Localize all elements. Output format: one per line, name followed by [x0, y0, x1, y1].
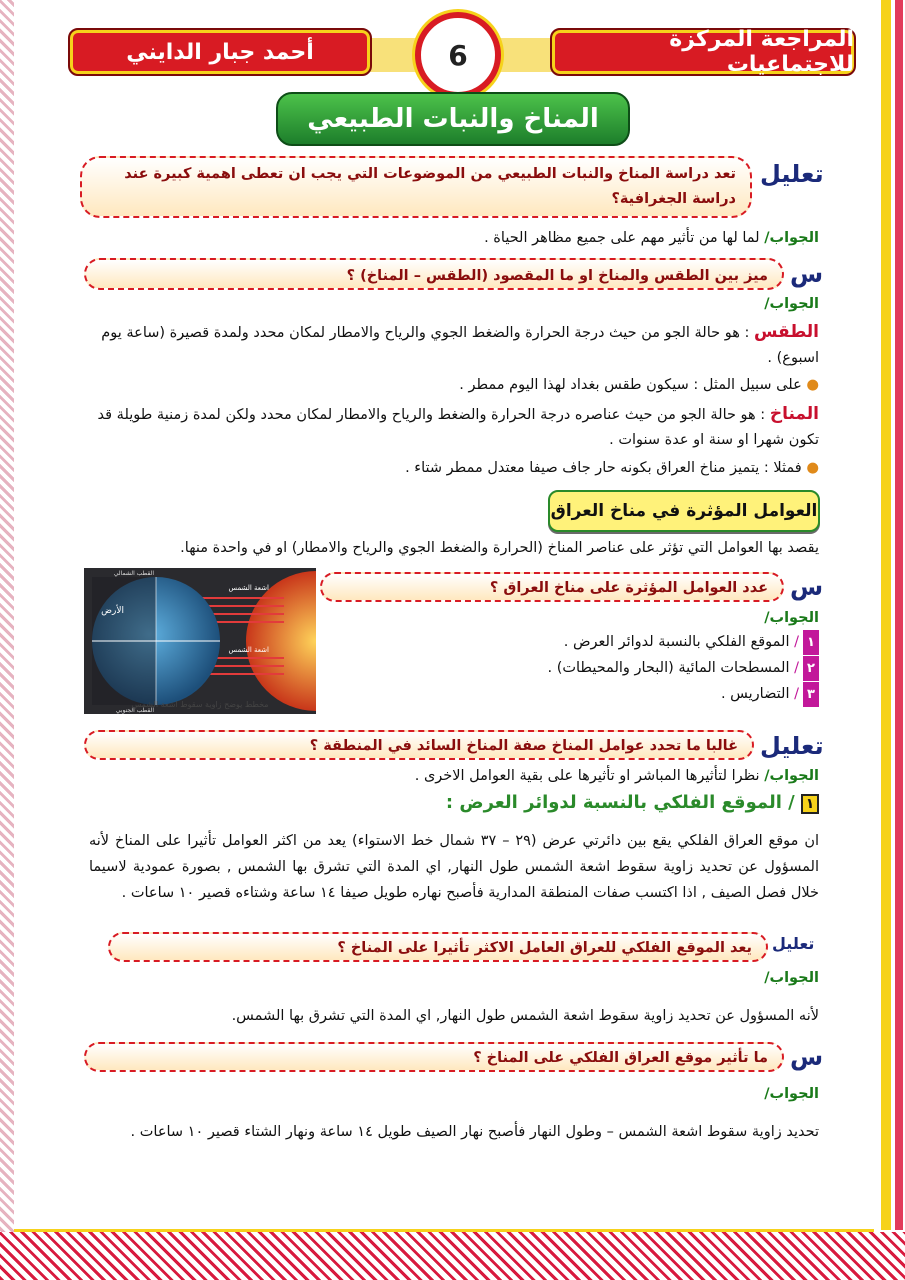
right-border-red [895, 0, 903, 1230]
q1-answer-row [119, 226, 819, 251]
weather-def: : هو حالة الجو من حيث درجة الحرارة والضغط الجوي والرياح والامطار لمكان محدد ولمدة قصيرة (ساعة يوم اسبوع) . [101, 325, 819, 366]
figure-label-north-pole: القطب الشمالي [113, 570, 154, 577]
figure-caption: مخطط يوضح زاوية سقوط اشعة الشمس [131, 700, 269, 709]
q1-label: تعليل [760, 160, 824, 188]
section-1-heading: / الموقع الفلكي بالنسبة لدوائر العرض : [445, 792, 795, 813]
climate-example: فمثلا : يتميز مناخ العراق بكونه حار جاف صيفا معتدل ممطر شتاء . [405, 460, 802, 476]
item-number: ٢ [803, 656, 819, 681]
climate-definition [89, 402, 819, 453]
weather-definition [89, 320, 819, 371]
q6-answer: تحديد زاوية سقوط اشعة الشمس – وطول النهار فأصبح نهار الصيف طويل ١٤ ساعة ونهار الشتاء قصير ١٠ ساعات . [130, 1124, 819, 1140]
item-number: ١ [803, 630, 819, 655]
section-1-body: ان موقع العراق الفلكي يقع بين دائرتي عرض (٢٩ – ٣٧ شمال خط الاستواء) يعد من اكثر العوامل تأثيرا على المناخ لأنه المسؤول عن تحديد زاوية سقوط اشعة الشمس طول النهار, اي المدة التي تشرق بها الشمس , بصورة عمودية لاسيما خلال فصل الصيف , اذا اكتسب صفات المنطقة المدارية فأصبح نهاره طويل صيفا ١٤ ساعة وشتاءه قصير ١٠ ساعات . [89, 833, 820, 901]
factors-intro: يقصد بها العوامل التي تؤثر على عناصر المناخ (الحرارة والضغط الجوي والرياح والامطار) او في واحدة منها. [180, 540, 819, 556]
sun-earth-illustration [84, 568, 316, 714]
weather-example: على سبيل المثل : سيكون طقس بغداد لهذا اليوم ممطر . [459, 377, 802, 393]
q2-label: س [790, 260, 824, 288]
section-1-number: ١ [801, 794, 819, 814]
right-border-yellow [881, 0, 891, 1230]
bullet-icon: ● [806, 377, 819, 393]
left-border-pattern [0, 0, 14, 1280]
q5-answer: لأنه المسؤول عن تحديد زاوية سقوط اشعة الشمس طول النهار, اي المدة التي تشرق بها الشمس. [231, 1008, 819, 1024]
page-title: المناخ والنبات الطبيعي [276, 92, 630, 146]
q4-answer-row [79, 764, 819, 789]
q4-question: غالبا ما تحدد عوامل المناخ صفة المناخ السائد في المنطقة ؟ [84, 730, 754, 760]
q4-label: تعليل [760, 732, 824, 760]
item-text: الموقع الفلكي بالنسبة لدوائر العرض . [563, 634, 790, 650]
item-text: التضاريس . [720, 686, 790, 702]
q3-item: ٢/ المسطحات المائية (البحار والمحيطات) . [339, 656, 819, 681]
bullet-icon: ● [806, 460, 819, 476]
header-author-name: أحمد جبار الدايني [68, 28, 372, 76]
q1-answer-label: الجواب/ [764, 230, 819, 246]
q3-answer-label: الجواب/ [764, 610, 819, 626]
q4-answer: نظرا لتأثيرها المباشر او تأثيرها على بقية العوامل الاخرى . [414, 768, 760, 784]
factors-heading: العوامل المؤثرة في مناخ العراق [548, 490, 820, 532]
q3-item: ١/ الموقع الفلكي بالنسبة لدوائر العرض . [339, 630, 819, 655]
bottom-border-pattern [0, 1232, 905, 1280]
q4-answer-label: الجواب/ [764, 768, 819, 784]
climate-example-row [119, 456, 819, 481]
q3-label: س [790, 573, 824, 601]
page-number-badge: 6 [415, 12, 501, 98]
q2-answer-label: الجواب/ [764, 296, 819, 312]
q6-question: ما تأثير موقع العراق الفلكي على المناخ ؟ [84, 1042, 784, 1072]
q1-answer: لما لها من تأثير مهم على جميع مظاهر الحياة . [484, 230, 760, 246]
q1-question: تعد دراسة المناخ والنبات الطبيعي من الموضوعات التي يجب ان تعطى اهمية كبيرة عند دراسة الجغرافية؟ [80, 156, 752, 218]
q2-question: ميز بين الطقس والمناخ او ما المقصود (الطقس – المناخ) ؟ [84, 258, 784, 290]
q3-question: عدد العوامل المؤثرة على مناخ العراق ؟ [320, 572, 784, 602]
q5-answer-label: الجواب/ [764, 970, 819, 986]
figure-label-south-pole: القطب الجنوبي [115, 707, 154, 714]
q5-question: يعد الموقع الفلكي للعراق العامل الاكثر تأثيرا على المناخ ؟ [108, 932, 768, 962]
q6-answer-label: الجواب/ [764, 1086, 819, 1102]
climate-def: : هو حالة الجو من حيث عناصره درجة الحرارة والضغط والرياح والامطار لمكان محدد ولكن لمدة زمنية طويلة قد تكون شهرا او سنة او عدة سنوات . [97, 407, 819, 448]
weather-term: الطقس [753, 322, 819, 342]
figure-label-rays-2: اشعة الشمس [228, 646, 269, 654]
section-1-heading-row [79, 792, 819, 814]
weather-example-row [119, 373, 819, 398]
figure-label-rays-1: اشعة الشمس [228, 584, 269, 592]
q5-label: تعليل [772, 934, 815, 953]
item-text: المسطحات المائية (البحار والمحيطات) . [547, 660, 790, 676]
q6-label: س [790, 1043, 824, 1071]
item-number: ٣ [803, 682, 819, 707]
q3-item: ٣/ التضاريس . [339, 682, 819, 707]
sun-angle-figure [84, 568, 316, 714]
header-subject-title: المراجعة المركزة للاجتماعيات [550, 28, 856, 76]
climate-term: المناخ [769, 404, 819, 424]
figure-label-earth: الأرض [101, 606, 124, 616]
